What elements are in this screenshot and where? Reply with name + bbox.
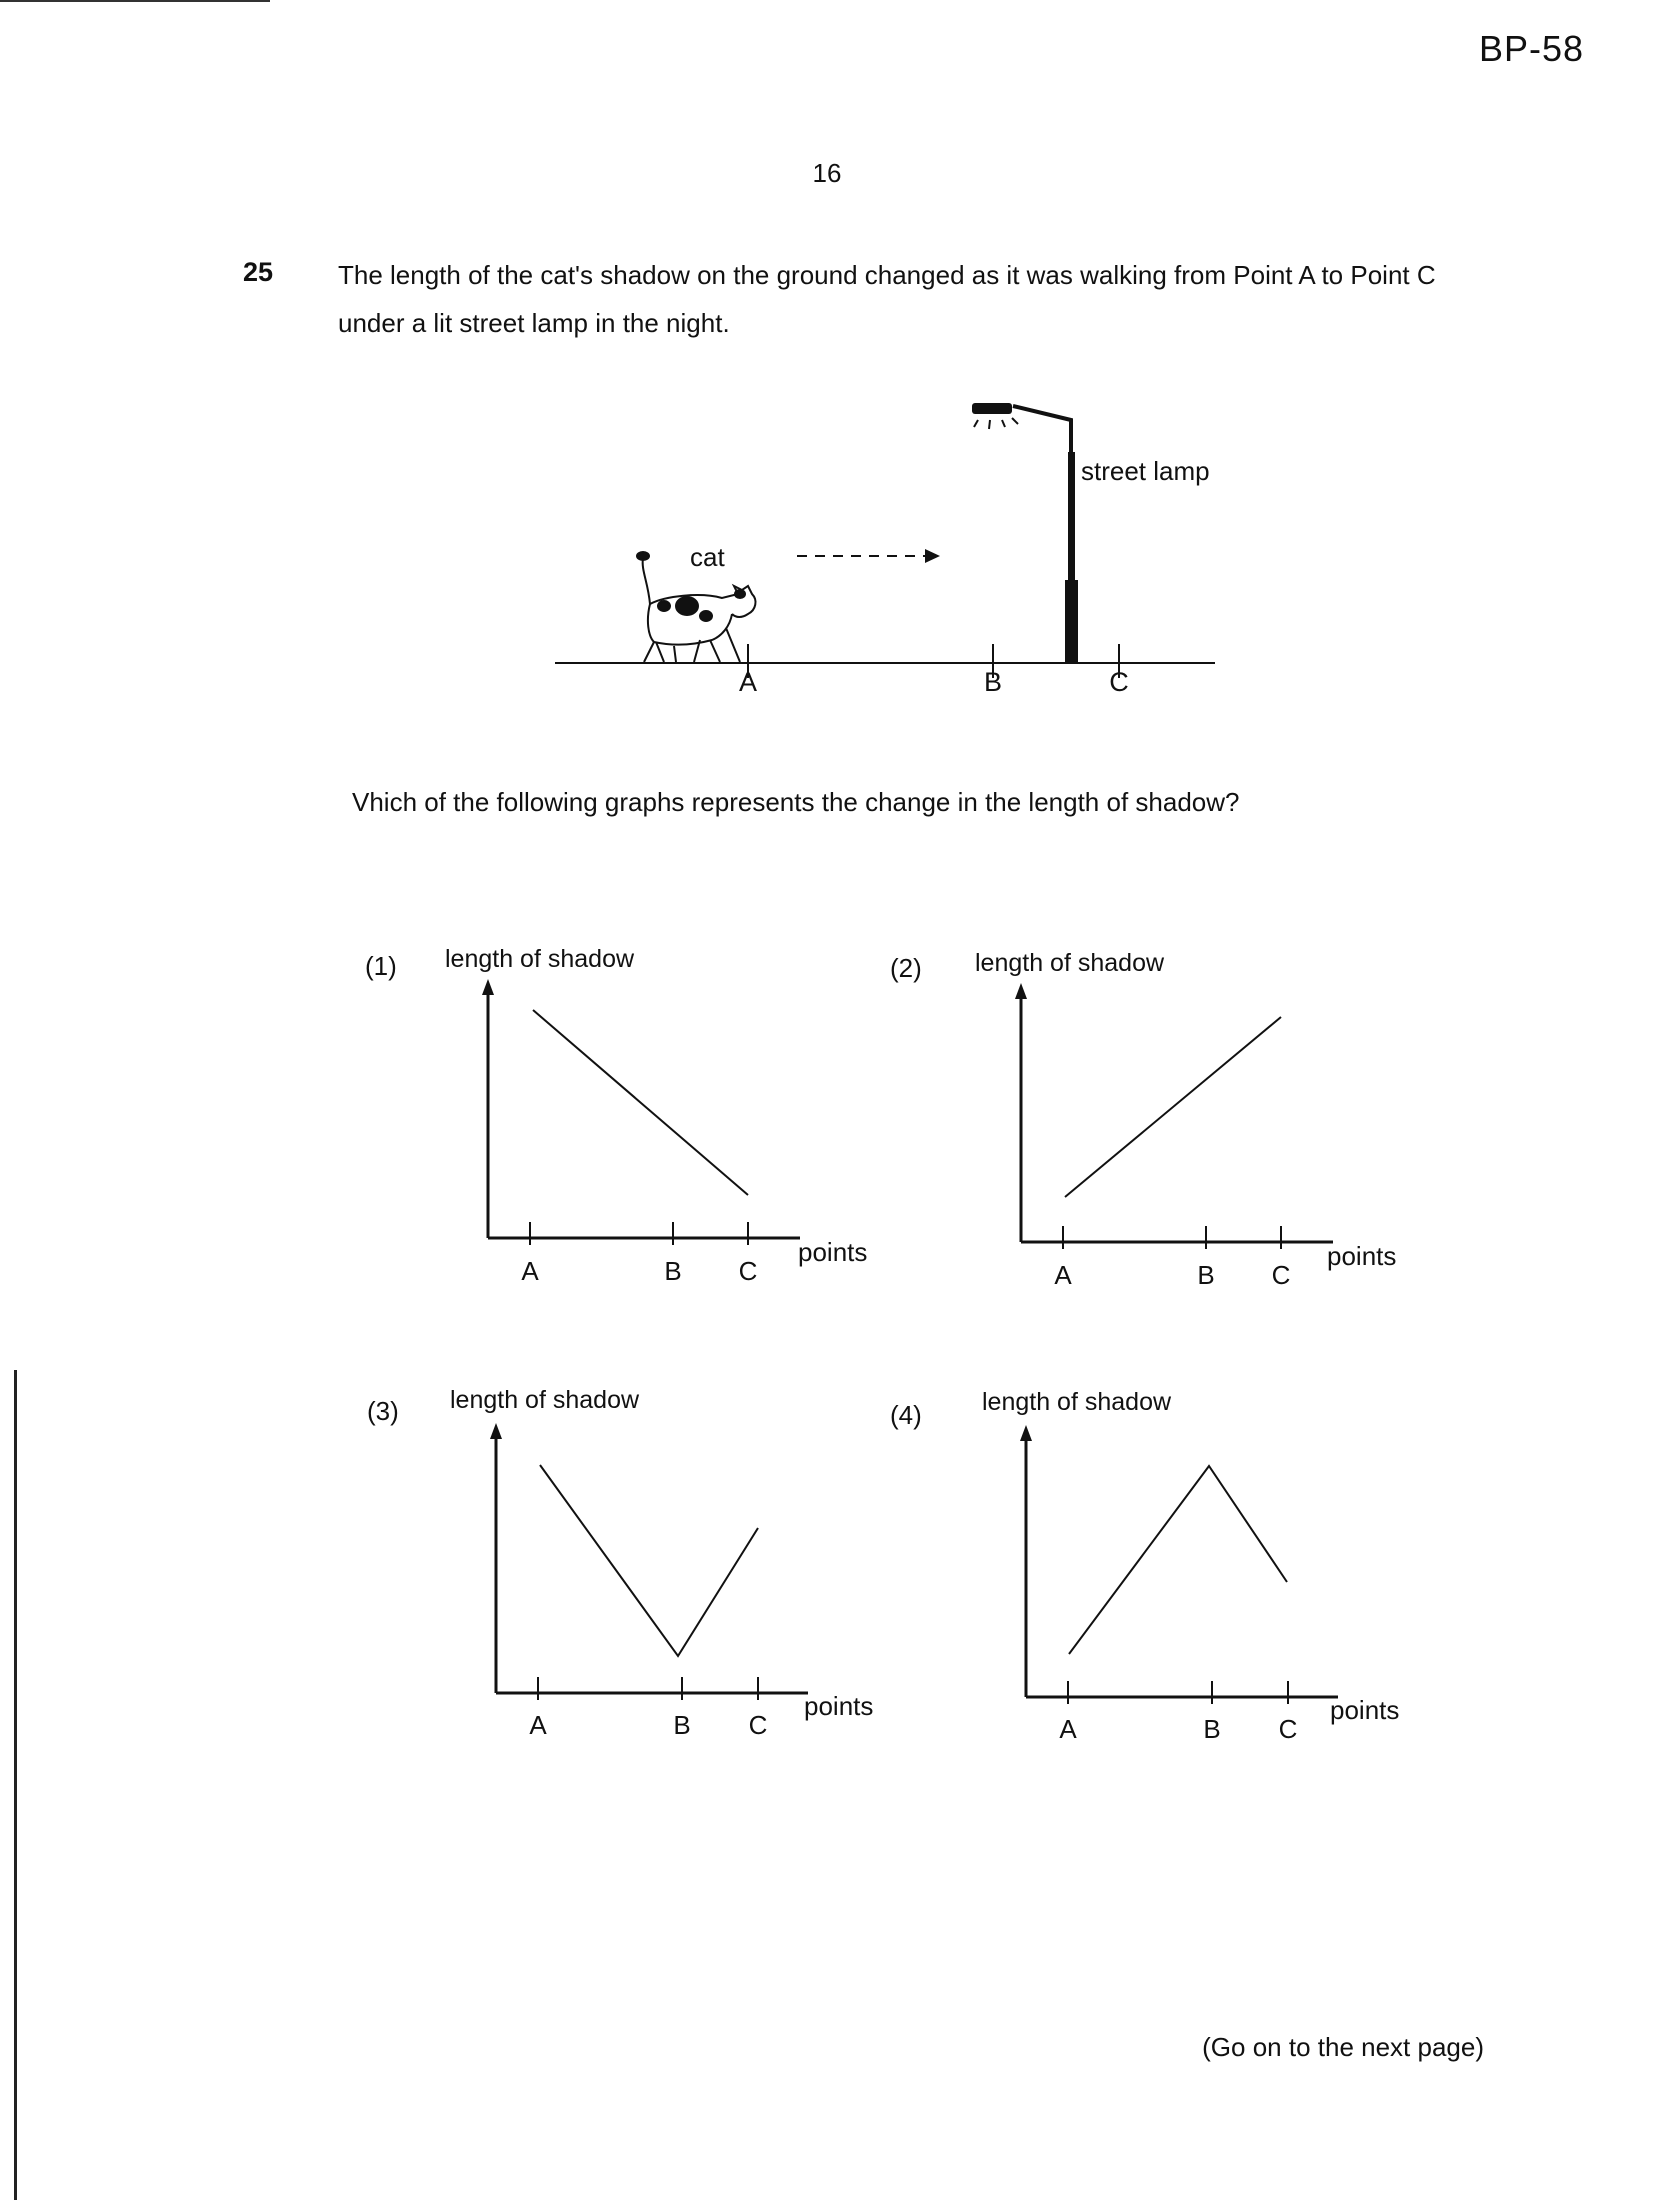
option-label: (1): [365, 951, 397, 981]
x-axis-label: points: [804, 1691, 874, 1721]
tick-label-a: A: [529, 1710, 547, 1740]
x-axis-label: points: [798, 1237, 868, 1267]
y-axis-arrow: [490, 1423, 502, 1439]
y-axis-arrow: [1020, 1425, 1032, 1441]
street-lamp-label: street lamp: [1081, 456, 1210, 486]
question-number: 25: [243, 257, 274, 287]
graph-line: [533, 1010, 748, 1195]
tick-label-b: B: [1197, 1260, 1215, 1290]
option-label: (4): [890, 1400, 922, 1430]
graph-option-1: [355, 915, 875, 1295]
tick-label-b: B: [673, 1710, 691, 1740]
y-axis-arrow: [482, 979, 494, 995]
tick-label-a: A: [1059, 1714, 1077, 1740]
y-axis-label: length of shadow: [982, 1388, 1172, 1416]
point-label-c: C: [1109, 667, 1129, 697]
graph-line: [1065, 1017, 1281, 1197]
y-axis-label: length of shadow: [445, 945, 635, 973]
page-code: BP-58: [1478, 28, 1584, 69]
y-axis-label: length of shadow: [450, 1386, 640, 1414]
tick-label-c: C: [748, 1710, 768, 1740]
tick-label-c: C: [738, 1256, 758, 1286]
option-label: (3): [367, 1396, 399, 1426]
tick-label-c: C: [1271, 1260, 1291, 1290]
y-axis-arrow: [1015, 983, 1027, 999]
graph-line: [1069, 1466, 1287, 1654]
tick-label-b: B: [1203, 1714, 1221, 1740]
graph-option-2: [885, 915, 1405, 1295]
tick-label-a: A: [1054, 1260, 1072, 1290]
question-prompt: Vhich of the following graphs represents the change in the length of shadow?: [352, 787, 1240, 817]
tick-label-b: B: [664, 1256, 682, 1286]
direction-arrow-head: [925, 549, 940, 563]
tick-label-c: C: [1278, 1714, 1298, 1740]
graph-option-4: [885, 1360, 1405, 1740]
graph-line: [540, 1465, 758, 1656]
tick-label-a: A: [521, 1256, 539, 1286]
question-text: The length of the cat's shadow on the ground changed as it was walking from Point A to Point C under a lit street lamp in the night.: [338, 260, 1436, 338]
option-label: (2): [890, 953, 922, 983]
left-margin-rule: [14, 1370, 17, 2200]
point-label-a: A: [738, 667, 758, 697]
y-axis-label: length of shadow: [975, 949, 1165, 977]
page-number: 16: [812, 158, 842, 188]
street-lamp-icon: [972, 403, 1078, 663]
graph-option-3: [360, 1360, 880, 1740]
cat-label: cat: [690, 542, 725, 572]
footer-note: (Go on to the next page): [1202, 2032, 1484, 2062]
point-label-b: B: [983, 667, 1003, 697]
x-axis-label: points: [1327, 1241, 1397, 1271]
scene-diagram: [0, 0, 1654, 760]
x-axis-label: points: [1330, 1695, 1400, 1725]
